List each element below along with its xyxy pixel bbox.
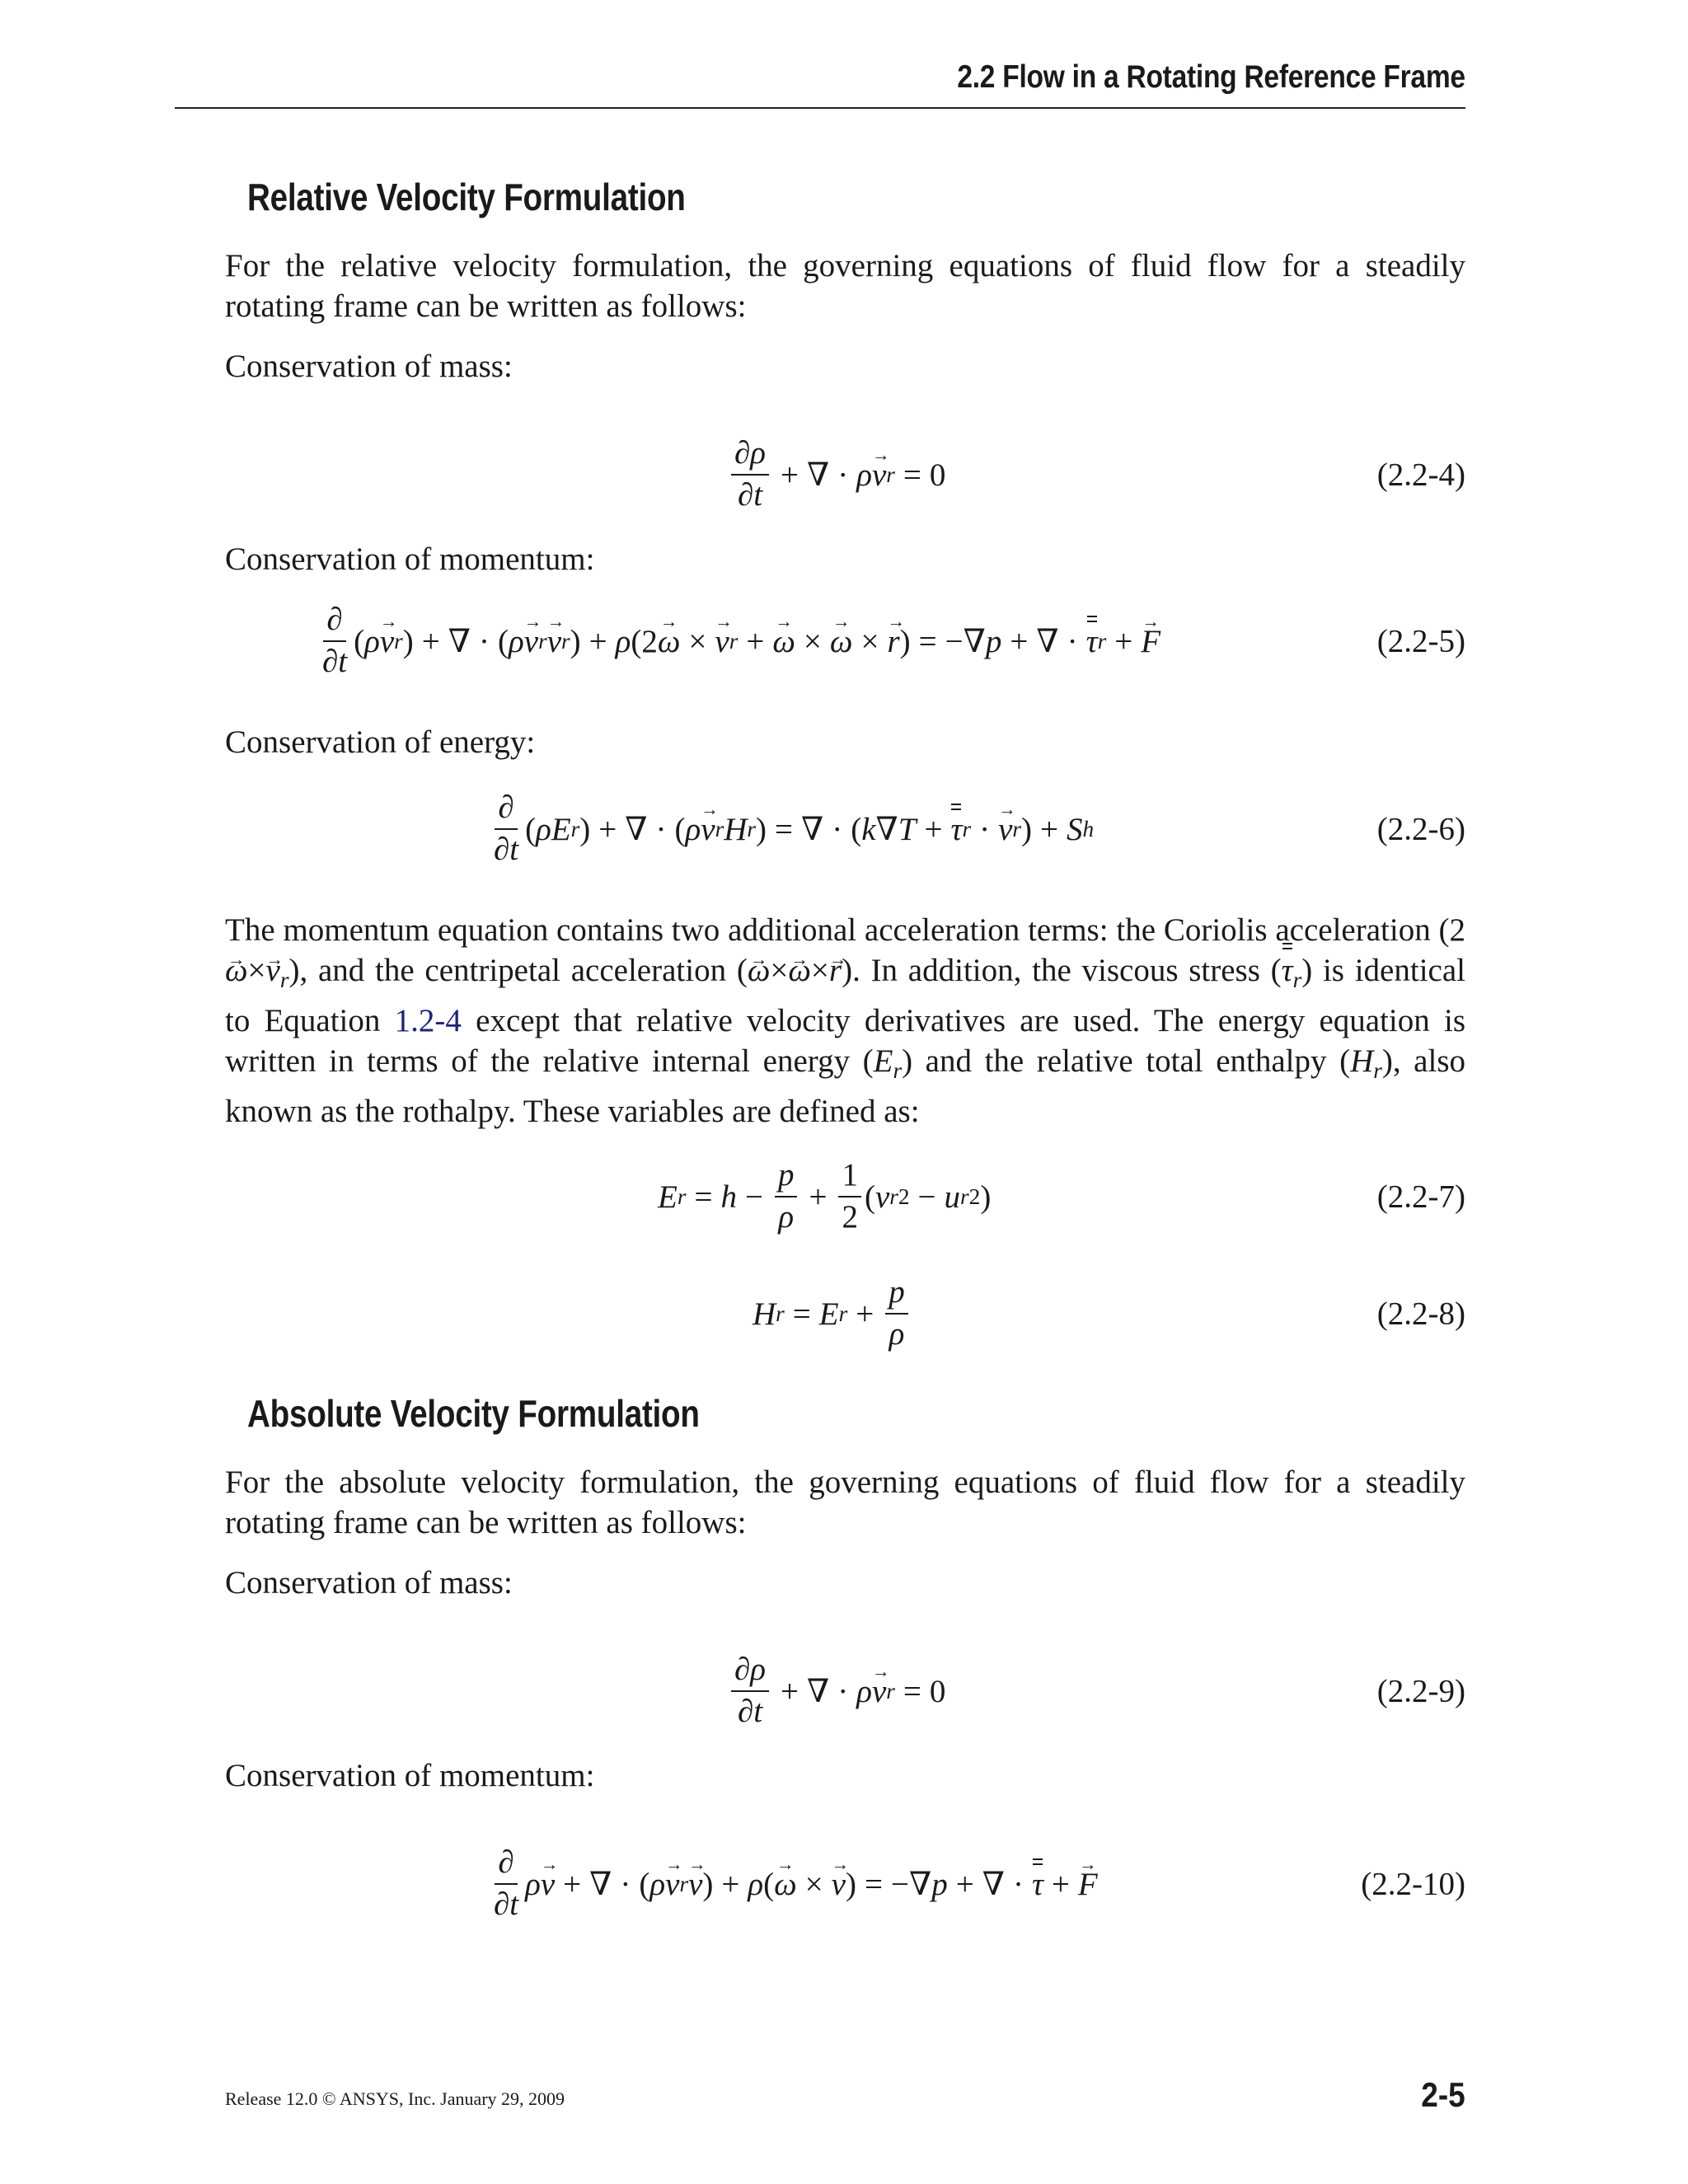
equation-reference-link[interactable]: 1.2-4: [394, 1003, 462, 1039]
text: ), also known as the rothalpy. These variables are defined as:: [225, 1043, 1465, 1130]
equation-body: $\frac{\partial}{\partial t}$ ( ρ → v r ) + ∇ · ( ρ → v r → v r ) + ρ (2 → ω × → v r + → ω × → ω × → r ) = −∇ p + ∇ · τ r + → F: [316, 592, 1160, 691]
equation-2-2-8: [225, 1264, 1465, 1363]
equation-number: (2.2-8): [1376, 1296, 1465, 1332]
absolute-mass-label: Conservation of mass:: [225, 1565, 513, 1601]
equation-body: $\frac{\partial\rho}{\partial t}$ + ∇ · ρ → v r = 0: [728, 425, 945, 524]
header-rule: [175, 107, 1465, 109]
equation-2-2-5: [225, 592, 1465, 691]
text: ). In addition, the viscous stress (: [842, 953, 1282, 988]
equation-number: (2.2-4): [1376, 457, 1465, 493]
equation-2-2-10: [225, 1835, 1465, 1933]
equation-body: $\frac{\partial}{\partial t}$ ρ → v + ∇ · ( ρ → v r → v ) + ρ ( → ω × → v ) = −∇ p + ∇ · τ + → F: [487, 1835, 1098, 1933]
footer-release: Release 12.0 © ANSYS, Inc. January 29, 2009: [225, 2088, 565, 2109]
text: except that relative velocity derivatives are used. The energy equation is written in terms of the relative internal energy (: [225, 1003, 1465, 1080]
equation-number: (2.2-5): [1376, 623, 1465, 659]
running-header: 2.2 Flow in a Rotating Reference Frame: [957, 59, 1465, 95]
equation-number: (2.2-9): [1376, 1673, 1465, 1709]
equation-2-2-6: [225, 780, 1465, 879]
text: The momentum equation contains two additional acceleration terms: the Coriolis acceleration (2: [225, 912, 1465, 948]
text: ) and the relative total enthalpy (: [902, 1043, 1351, 1080]
equation-body: $\frac{\partial\rho}{\partial t}$ + ∇ · ρ → v r = 0: [728, 1642, 945, 1741]
text: ), and the centripetal acceleration (: [288, 953, 748, 988]
equation-2-2-4: [225, 425, 1465, 524]
text: ) is identical to Equation: [225, 953, 1465, 1039]
section-heading-absolute: Absolute Velocity Formulation: [247, 1392, 700, 1435]
relative-intro-paragraph: For the relative velocity formulation, the governing equations of fluid flow for a steadily rotating frame can be written as follows:: [225, 248, 1465, 324]
relative-mass-label: Conservation of mass:: [225, 349, 513, 384]
absolute-intro-paragraph: For the absolute velocity formulation, the governing equations of fluid flow for a steadily rotating frame can be written as follows:: [225, 1465, 1465, 1540]
section-heading-relative: Relative Velocity Formulation: [247, 176, 686, 218]
equation-number: (2.2-6): [1376, 811, 1465, 847]
explanation-paragraph: The momentum equation contains two additional acceleration terms: the Coriolis acceleration $(2\to \omega\times\to v_r)$, and the centripetal acceleration (→ ω×→ ω×→ r). In addition, the viscous stress $(\tau_r)$ is identical to Equation 1.2-4 except that relative velocity derivatives are used. The energy equation is written in terms of the relative internal energy $(E_r)$ and the relative total enthalpy $(H_r)$, also known as the rothalpy. These variables are defined as:: [225, 910, 1465, 1132]
relative-momentum-label: Conservation of momentum:: [225, 541, 595, 577]
equation-2-2-7: [225, 1147, 1465, 1246]
equation-body: $\frac{\partial}{\partial t}$ ( ρE r ) + ∇ · ( ρ → v r H r ) = ∇ · ( k ∇ T + τ r · → v r ) + S h: [487, 780, 1094, 879]
equation-number: (2.2-7): [1376, 1179, 1465, 1215]
equation-2-2-9: [225, 1642, 1465, 1741]
equation-number: (2.2-10): [1361, 1866, 1465, 1902]
equation-body: H r = E r + $\frac{p}{\rho}$: [753, 1264, 912, 1363]
absolute-momentum-label: Conservation of momentum:: [225, 1758, 595, 1793]
relative-energy-label: Conservation of energy:: [225, 724, 536, 760]
equation-body: E r = h − $\frac{p}{\rho}$ + $\frac{1}{2}$ ( v r 2 − u r 2 ): [658, 1157, 992, 1235]
page-number: 2-5: [1421, 2075, 1465, 2114]
